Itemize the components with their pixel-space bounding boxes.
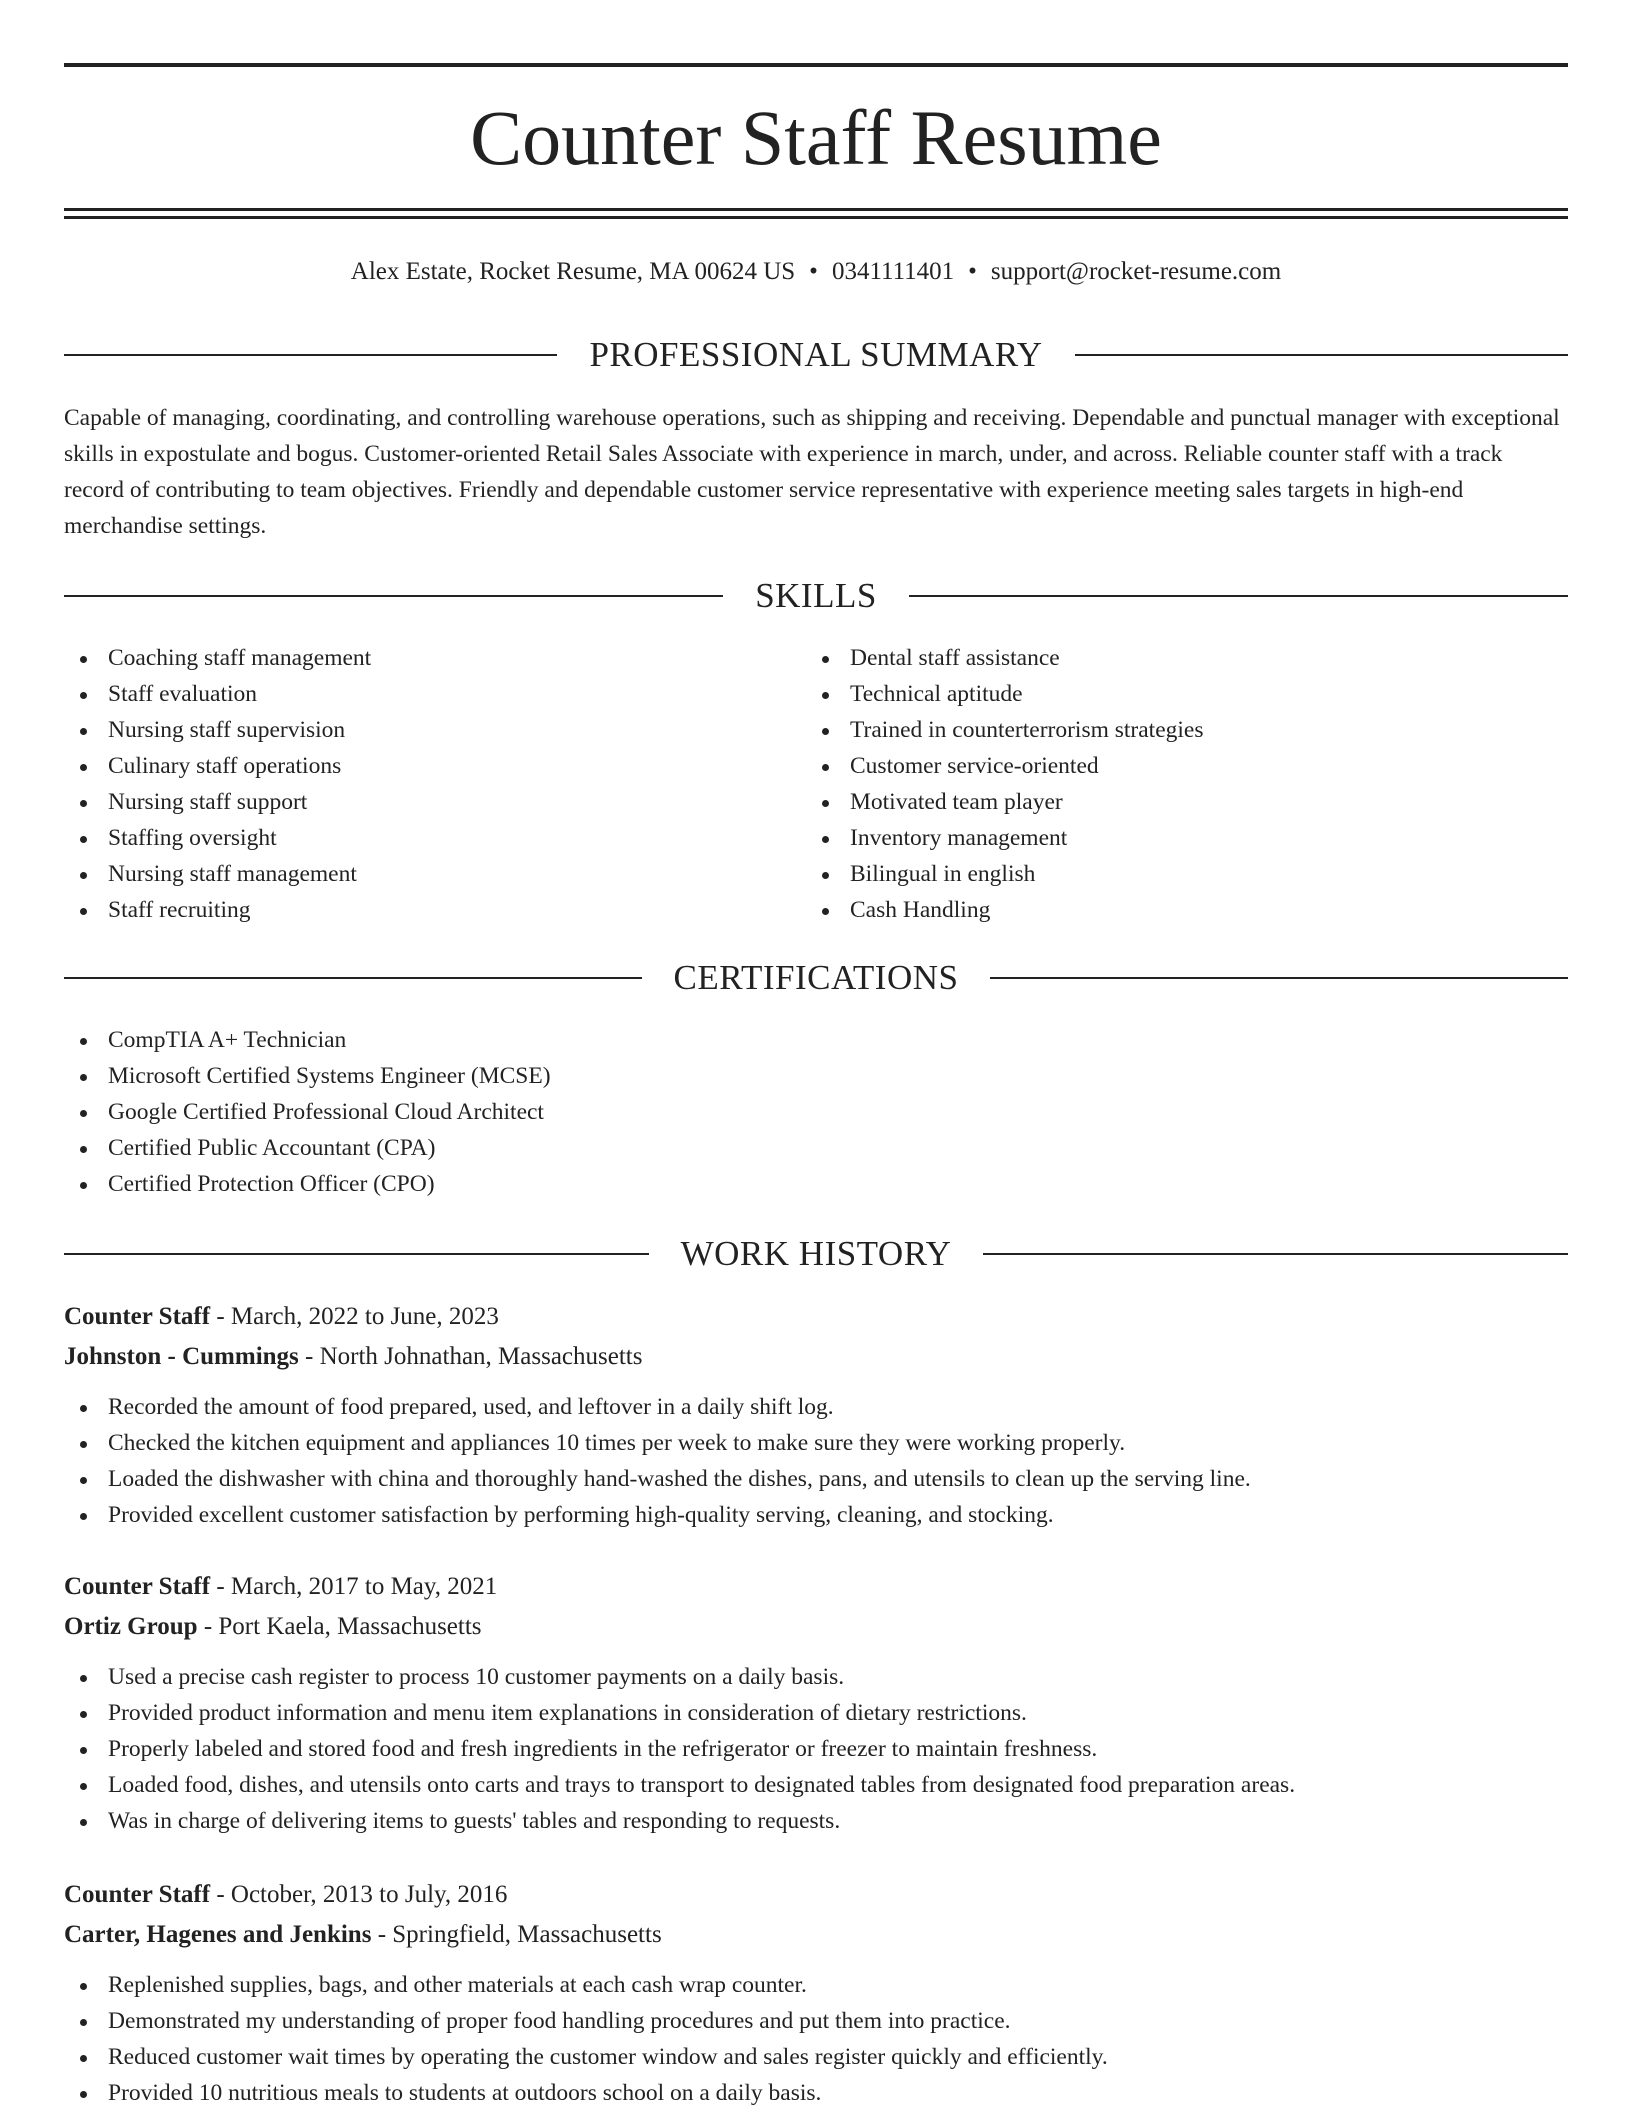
job-duty: Provided 10 nutritious meals to students at outdoors school on a daily basis. <box>64 2075 1568 2111</box>
skill-item: Technical aptitude <box>806 676 1566 712</box>
job-title: Counter Staff <box>64 1573 211 1600</box>
job-title: Counter Staff <box>64 1881 211 1908</box>
job-title: Counter Staff <box>64 1303 211 1330</box>
skill-item: Motivated team player <box>806 784 1566 820</box>
job-duty: Provided product information and menu item explanations in consideration of dietary restrictions. <box>64 1695 1568 1731</box>
skills-list-right <box>806 640 1566 928</box>
job-location: - Springfield, Massachusetts <box>371 1921 662 1948</box>
job-duty: Provided excellent customer satisfaction by performing high-quality serving, cleaning, and stocking. <box>64 1497 1568 1533</box>
resume-title: Counter Staff Resume <box>470 94 1162 181</box>
skill-item: Culinary staff operations <box>64 748 804 784</box>
job-title-line <box>64 1567 1568 1607</box>
job-duty: Was in charge of delivering items to guests' tables and responding to requests. <box>64 1803 1568 1839</box>
job-entry <box>64 1875 1568 2111</box>
heading-rule <box>990 977 1568 979</box>
job-location: - North Johnathan, Massachusetts <box>298 1343 643 1370</box>
contact-phone: 0341111401 <box>831 258 955 285</box>
job-duty: Replenished supplies, bags, and other materials at each cash wrap counter. <box>64 1967 1568 2003</box>
job-duty: Recorded the amount of food prepared, used, and leftover in a daily shift log. <box>64 1389 1568 1425</box>
contact-line <box>64 255 1568 289</box>
skills-list-left <box>64 640 804 928</box>
skill-item: Trained in counterterrorism strategies <box>806 712 1566 748</box>
section-heading-skills <box>64 574 1568 618</box>
skill-item: Nursing staff supervision <box>64 712 804 748</box>
heading-rule <box>64 977 642 979</box>
job-duty: Loaded food, dishes, and utensils onto carts and trays to transport to designated tables from designated food preparation areas. <box>64 1767 1568 1803</box>
job-duties-list <box>64 1659 1568 1839</box>
skill-item: Nursing staff management <box>64 856 804 892</box>
certification-item: Certified Protection Officer (CPO) <box>64 1166 1568 1202</box>
skill-item: Staffing oversight <box>64 820 804 856</box>
section-heading-work-history <box>64 1232 1568 1276</box>
section-title: SKILLS <box>755 576 877 615</box>
heading-rule <box>64 354 557 356</box>
section-title: CERTIFICATIONS <box>673 958 959 997</box>
job-dates: - October, 2013 to July, 2016 <box>210 1881 508 1908</box>
skill-item: Bilingual in english <box>806 856 1566 892</box>
heading-rule <box>909 595 1568 597</box>
skill-item: Customer service-oriented <box>806 748 1566 784</box>
heading-rule <box>1075 354 1568 356</box>
job-duty: Checked the kitchen equipment and appliances 10 times per week to make sure they were working properly. <box>64 1425 1568 1461</box>
contact-separator: • <box>809 258 818 285</box>
contact-email: support@rocket-resume.com <box>990 258 1282 285</box>
top-rule <box>64 63 1568 67</box>
summary-text: Capable of managing, coordinating, and controlling warehouse operations, such as shipping and receiving. Dependable and punctual manager with exceptional skills in expostulate and bogus. Customer-oriented Retail Sales Associate with experience in march, under, and across. Reliable counter staff with a track record of contributing to team objectives. Friendly and dependable customer service representative with experience meeting sales targets in high-end merchandise settings. <box>64 405 1560 539</box>
skill-item: Inventory management <box>806 820 1566 856</box>
job-company: Ortiz Group <box>64 1613 198 1640</box>
job-title-line <box>64 1875 1568 1915</box>
title-rule-upper <box>64 208 1568 211</box>
certification-item: Google Certified Professional Cloud Architect <box>64 1094 1568 1130</box>
skill-item: Staff recruiting <box>64 892 804 928</box>
job-company: Johnston - Cummings <box>64 1343 299 1370</box>
job-duties-list <box>64 1389 1568 1533</box>
certification-item: Microsoft Certified Systems Engineer (MCSE) <box>64 1058 1568 1094</box>
skill-item: Dental staff assistance <box>806 640 1566 676</box>
job-duty: Demonstrated my understanding of proper food handling procedures and put them into practice. <box>64 2003 1568 2039</box>
job-location: - Port Kaela, Massachusetts <box>197 1613 482 1640</box>
title-rule-lower <box>64 216 1568 219</box>
job-title-line <box>64 1297 1568 1337</box>
section-heading-summary <box>64 333 1568 377</box>
section-title: WORK HISTORY <box>680 1234 952 1273</box>
job-company-line <box>64 1607 1568 1647</box>
certification-item: Certified Public Accountant (CPA) <box>64 1130 1568 1166</box>
job-company: Carter, Hagenes and Jenkins <box>64 1921 372 1948</box>
section-heading-certifications <box>64 956 1568 1000</box>
job-company-line <box>64 1337 1568 1377</box>
skill-item: Coaching staff management <box>64 640 804 676</box>
job-duties-list <box>64 1967 1568 2111</box>
contact-address: Alex Estate, Rocket Resume, MA 00624 US <box>350 258 796 285</box>
job-duty: Properly labeled and stored food and fresh ingredients in the refrigerator or freezer to maintain freshness. <box>64 1731 1568 1767</box>
certifications-list <box>64 1022 1568 1202</box>
job-duty: Loaded the dishwasher with china and thoroughly hand-washed the dishes, pans, and utensils to clean up the serving line. <box>64 1461 1568 1497</box>
heading-rule <box>64 1253 649 1255</box>
job-duty: Reduced customer wait times by operating the customer window and sales register quickly and efficiently. <box>64 2039 1568 2075</box>
contact-separator: • <box>968 258 977 285</box>
skill-item: Cash Handling <box>806 892 1566 928</box>
job-entry <box>64 1297 1568 1533</box>
job-duty: Used a precise cash register to process 10 customer payments on a daily basis. <box>64 1659 1568 1695</box>
section-title: PROFESSIONAL SUMMARY <box>589 335 1043 374</box>
job-company-line <box>64 1915 1568 1955</box>
job-dates: - March, 2017 to May, 2021 <box>210 1573 498 1600</box>
heading-rule <box>64 595 723 597</box>
skill-item: Staff evaluation <box>64 676 804 712</box>
certification-item: CompTIA A+ Technician <box>64 1022 1568 1058</box>
skill-item: Nursing staff support <box>64 784 804 820</box>
job-entry <box>64 1567 1568 1839</box>
job-dates: - March, 2022 to June, 2023 <box>210 1303 499 1330</box>
heading-rule <box>983 1253 1568 1255</box>
